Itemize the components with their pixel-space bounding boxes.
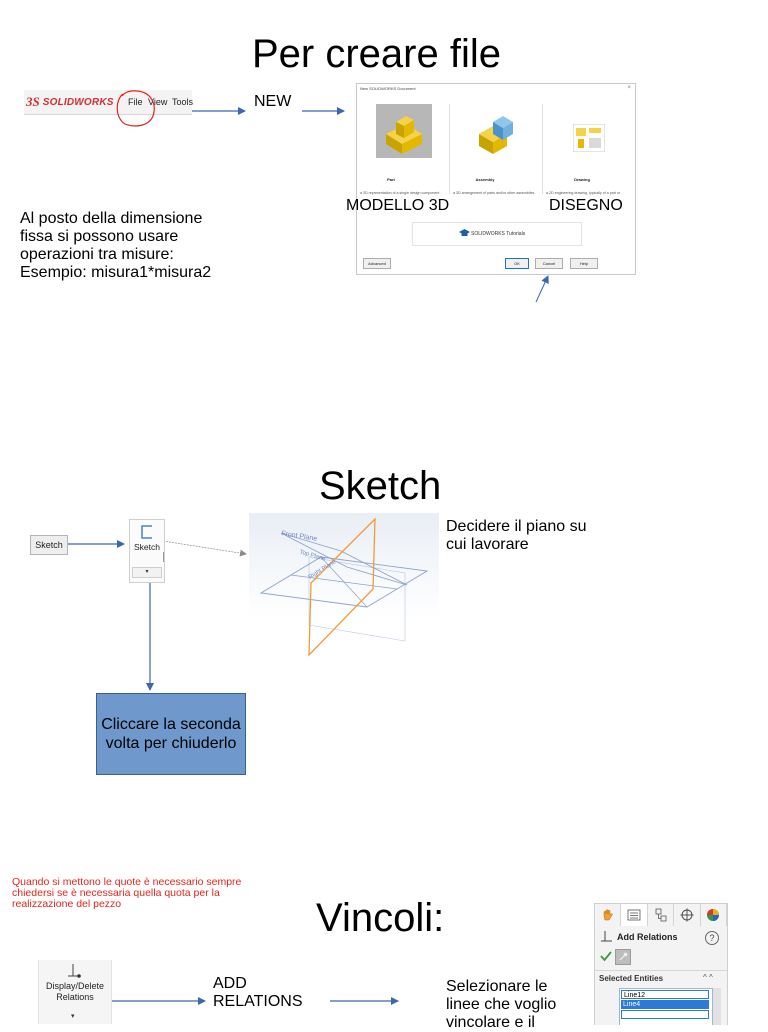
assembly-label: Assembly	[475, 177, 495, 182]
modello-3d-label: MODELLO 3D	[346, 197, 450, 214]
ok-check-icon[interactable]	[600, 950, 612, 962]
tutorials-label: SOLIDWORKS Tutorials	[471, 231, 526, 237]
plane-selection-view[interactable]	[249, 513, 439, 663]
drawing-icon	[573, 124, 605, 152]
tab-dimxpert-manager[interactable]	[674, 904, 700, 926]
sketch-tool-button[interactable]	[129, 519, 165, 583]
dimension-note	[20, 210, 211, 282]
drawing-description: a 2D engineering drawing, typically of a part or	[546, 191, 621, 195]
pin-button[interactable]	[615, 949, 631, 965]
part-tile[interactable]	[376, 104, 432, 158]
pin-icon	[616, 950, 630, 964]
entity-item-empty[interactable]	[621, 1010, 709, 1019]
assembly-tile[interactable]	[473, 112, 519, 158]
panel-tabs	[595, 904, 727, 926]
relations-label-line: Relations	[56, 992, 94, 1002]
add-line: ADD	[213, 975, 247, 992]
solidworks-logo	[26, 95, 114, 109]
add-line: RELATIONS	[213, 993, 303, 1010]
logo-mark: 3S	[26, 94, 40, 109]
new-document-dialog	[356, 83, 636, 275]
desc-line: Decidere il piano su	[446, 518, 587, 535]
select-line: Selezionare le	[446, 978, 548, 995]
red-note-line: Quando si mettono le quote è necessario sempre	[12, 876, 242, 888]
box-line: volta per chiuderlo	[105, 735, 237, 752]
tab-feature-manager[interactable]	[595, 904, 621, 926]
red-note-line: chiedersi se è necessaria quella quota per la	[12, 887, 220, 899]
part-description: a 3D representation of a single design component	[360, 191, 440, 195]
tutorials-button[interactable]	[412, 222, 582, 246]
dialog-title: New SOLIDWORKS Document	[360, 86, 416, 91]
entity-item-selected[interactable]: Line4	[621, 1000, 709, 1009]
toolbar-divider	[163, 552, 164, 562]
selected-entities-heading: Selected Entities	[599, 974, 664, 983]
panel-divider	[595, 970, 727, 971]
cancel-button[interactable]: Cancel	[535, 258, 563, 269]
note-line: Al posto della dimensione	[20, 210, 203, 227]
box-line: Cliccare la seconda	[101, 716, 241, 733]
top-plane-label: Top Plane	[298, 549, 326, 563]
display-delete-relations-button[interactable]	[38, 960, 112, 1024]
select-line: linee che voglio	[446, 996, 557, 1013]
dimension-warning-note	[12, 877, 241, 910]
tab-configuration-manager[interactable]	[648, 904, 674, 926]
ok-button[interactable]: OK	[505, 258, 529, 269]
sketch-button-small[interactable]: Sketch	[30, 535, 68, 555]
tab-property-manager[interactable]	[621, 904, 647, 926]
add-relations-label	[213, 975, 303, 1011]
relations-label-line: Display/Delete	[45, 981, 105, 991]
graduation-cap-icon	[459, 229, 470, 238]
section-title-sketch: Sketch	[319, 464, 442, 508]
solidworks-menu-bar	[24, 90, 192, 115]
configuration-icon	[654, 908, 668, 922]
section-title-vincoli: Vincoli:	[316, 896, 445, 940]
sketch-dropdown[interactable]: ▾	[132, 567, 162, 578]
help-button[interactable]: Help	[570, 258, 598, 269]
new-label: NEW	[254, 93, 292, 110]
front-plane-label: Front Plane	[280, 530, 318, 543]
menu-item-file[interactable]: File	[128, 97, 143, 107]
list-icon	[627, 909, 641, 921]
crosshair-icon	[680, 908, 694, 922]
close-sketch-note	[96, 693, 246, 775]
hand-icon	[601, 908, 615, 922]
add-relations-icon	[601, 931, 613, 943]
note-line: operazioni tra misure:	[20, 246, 174, 263]
sketch-icon	[140, 525, 154, 539]
part-label: Part	[387, 177, 395, 182]
entity-item[interactable]: Line12	[621, 990, 709, 999]
menu-item-view[interactable]: View	[148, 97, 168, 107]
add-relations-panel	[594, 903, 728, 1025]
tab-display-manager[interactable]	[701, 904, 727, 926]
planes-graphic	[249, 513, 439, 663]
arrow-tool-to-plane	[163, 541, 246, 554]
part-icon	[376, 104, 432, 158]
section-title-create-file: Per creare file	[252, 32, 501, 76]
sketch-tool-label: Sketch	[134, 542, 160, 552]
list-scrollbar[interactable]	[713, 988, 721, 1025]
assembly-icon	[473, 112, 519, 158]
note-line: Esempio: misura1*misura2	[20, 264, 212, 281]
close-icon[interactable]: ×	[627, 85, 631, 91]
right-plane-label: Right Plane	[307, 559, 338, 581]
relations-dropdown[interactable]: ▾	[71, 1013, 75, 1020]
plane-description	[446, 518, 587, 554]
desc-line: cui lavorare	[446, 536, 529, 553]
advanced-button[interactable]: Advanced	[363, 258, 391, 269]
collapse-icon[interactable]: ^ ^	[703, 973, 713, 982]
drawing-label: Drawing	[574, 177, 590, 182]
red-circle-highlight	[113, 88, 159, 128]
arrow-to-ok	[536, 276, 548, 302]
assembly-description: a 3D arrangement of parts and/or other assemblies	[453, 191, 535, 195]
note-line: fissa si possono usare	[20, 228, 179, 245]
color-sphere-icon	[706, 908, 720, 922]
relations-label	[39, 981, 111, 1003]
menu-item-tools[interactable]: Tools	[172, 97, 194, 107]
disegno-label: DISEGNO	[549, 197, 623, 214]
select-line: vincolare e il	[446, 1014, 535, 1031]
relations-icon	[67, 963, 83, 979]
logo-text: SOLIDWORKS	[42, 96, 114, 108]
panel-header: Add Relations	[617, 932, 678, 942]
help-icon[interactable]: ?	[705, 931, 719, 945]
red-note-line: realizzazione del pezzo	[12, 898, 122, 910]
selected-entities-list[interactable]	[619, 988, 713, 1025]
drawing-tile[interactable]	[573, 124, 605, 152]
